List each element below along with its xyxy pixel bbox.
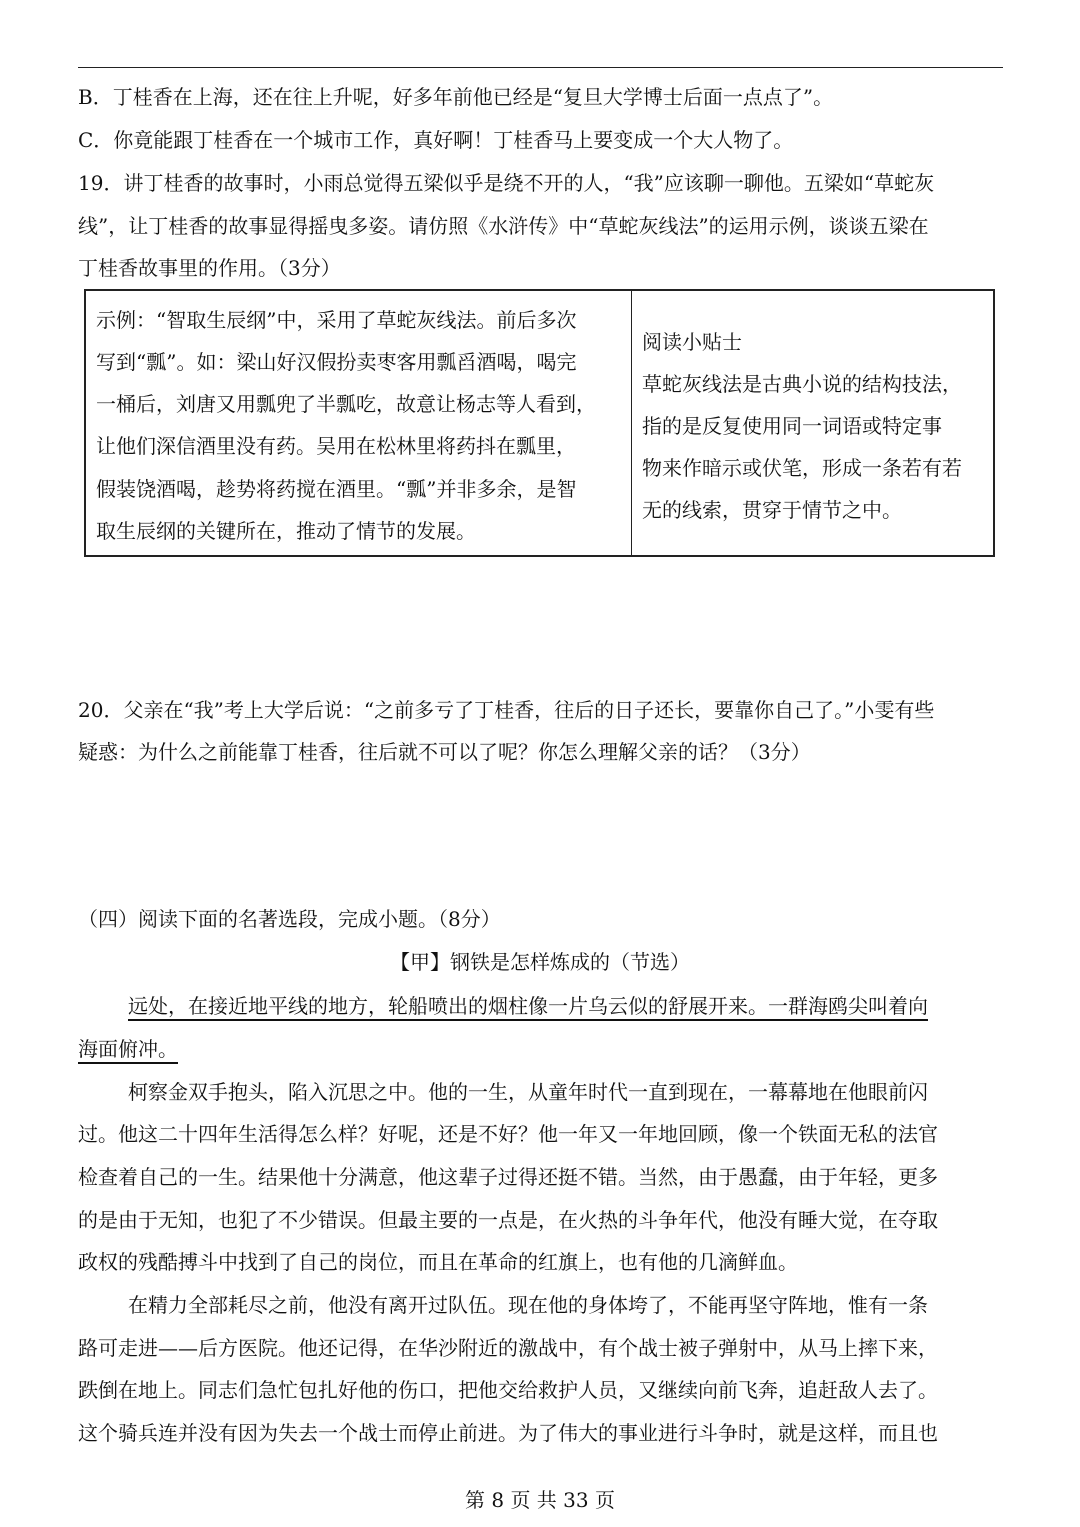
q19-line: 丁桂香故事里的作用。（3分）	[78, 256, 341, 280]
paragraph-line: 跌倒在地上。同志们急忙包扎好他的伤口，把他交给救护人员，又继续向前飞奔，追赶敌人去了。	[78, 1378, 938, 1402]
paragraph-line: 柯察金双手抱头，陷入沉思之中。他的一生，从童年时代一直到现在，一幕幕地在他眼前闪	[128, 1080, 928, 1104]
paragraph-line: 过。他这二十四年生活得怎么样？好呢，还是不好？他一年又一年地回顾，像一个铁面无私的法官	[78, 1122, 938, 1146]
example-table	[84, 289, 995, 557]
paragraph-line: 的是由于无知，也犯了不少错误。但最主要的一点是，在火热的斗争年代，他没有睡大觉，在夺取	[78, 1208, 938, 1232]
tip-line: 草蛇灰线法是古典小说的结构技法，	[642, 372, 962, 396]
example-line: 让他们深信酒里没有药。吴用在松林里将药抖在瓢里，	[96, 434, 576, 458]
table-divider	[631, 291, 632, 555]
example-line: 示例：“智取生辰纲”中，采用了草蛇灰线法。前后多次	[96, 308, 577, 332]
example-line: 假装饶酒喝，趁势将药搅在酒里。“瓢”并非多余，是智	[96, 477, 577, 501]
underlined-line	[128, 991, 1003, 1021]
tip-line: 物来作暗示或伏笔，形成一条若有若	[642, 456, 962, 480]
paragraph-line: 路可走进——后方医院。他还记得，在华沙附近的激战中，有个战士被子弹射中，从马上摔下来，	[78, 1336, 938, 1360]
underlined-text: 海面俯冲。	[78, 1037, 178, 1061]
example-line: 一桶后，刘唐又用瓢兜了半瓢吃，故意让杨志等人看到，	[96, 392, 596, 416]
option-c: C．你竟能跟丁桂香在一个城市工作，真好啊！丁桂香马上要变成一个大人物了。	[78, 128, 794, 152]
underlined-line	[78, 1034, 1003, 1064]
tip-title: 阅读小贴士	[642, 330, 742, 354]
tip-line: 指的是反复使用同一词语或特定事	[642, 414, 942, 438]
underlined-text: 远处，在接近地平线的地方，轮船喷出的烟柱像一片乌云似的舒展开来。一群海鸥尖叫着向	[128, 994, 928, 1018]
example-line: 写到“瓢”。如：梁山好汉假扮卖枣客用瓢舀酒喝，喝完	[96, 350, 577, 374]
paragraph-line: 检查着自己的一生。结果他十分满意，他这辈子过得还挺不错。当然，由于愚蠢，由于年轻，更多	[78, 1165, 938, 1189]
paragraph-line: 政权的残酷搏斗中找到了自己的岗位，而且在革命的红旗上，也有他的几滴鲜血。	[78, 1250, 798, 1274]
example-line: 取生辰纲的关键所在，推动了情节的发展。	[96, 519, 476, 543]
q19-line: 19．讲丁桂香的故事时，小雨总觉得五梁似乎是绕不开的人，“我”应该聊一聊他。五梁如“草蛇灰	[78, 171, 935, 195]
top-rule	[78, 67, 1003, 68]
section-heading: （四）阅读下面的名著选段，完成小题。（8分）	[78, 907, 501, 931]
paragraph-line: 这个骑兵连并没有因为失去一个战士而停止前进。为了伟大的事业进行斗争时，就是这样，而且也	[78, 1421, 938, 1445]
q20-line: 20．父亲在“我”考上大学后说：“之前多亏了丁桂香，往后的日子还长，要靠你自己了。”小雯有些	[78, 698, 935, 722]
passage-title: 【甲】钢铁是怎样炼成的（节选）	[390, 950, 690, 974]
paragraph-line: 在精力全部耗尽之前，他没有离开过队伍。现在他的身体垮了，不能再坚守阵地，惟有一条	[128, 1293, 928, 1317]
option-b: B．丁桂香在上海，还在往上升呢，好多年前他已经是“复旦大学博士后面一点点了”。	[78, 85, 834, 109]
tip-line: 无的线索，贯穿于情节之中。	[642, 498, 902, 522]
q19-line: 线”，让丁桂香的故事显得摇曳多姿。请仿照《水浒传》中“草蛇灰线法”的运用示例，谈谈五梁在	[78, 214, 929, 238]
page-footer: 第 8 页 共 33 页	[465, 1488, 615, 1512]
q20-line: 疑惑：为什么之前能靠丁桂香，往后就不可以了呢？你怎么理解父亲的话？（3分）	[78, 740, 811, 764]
